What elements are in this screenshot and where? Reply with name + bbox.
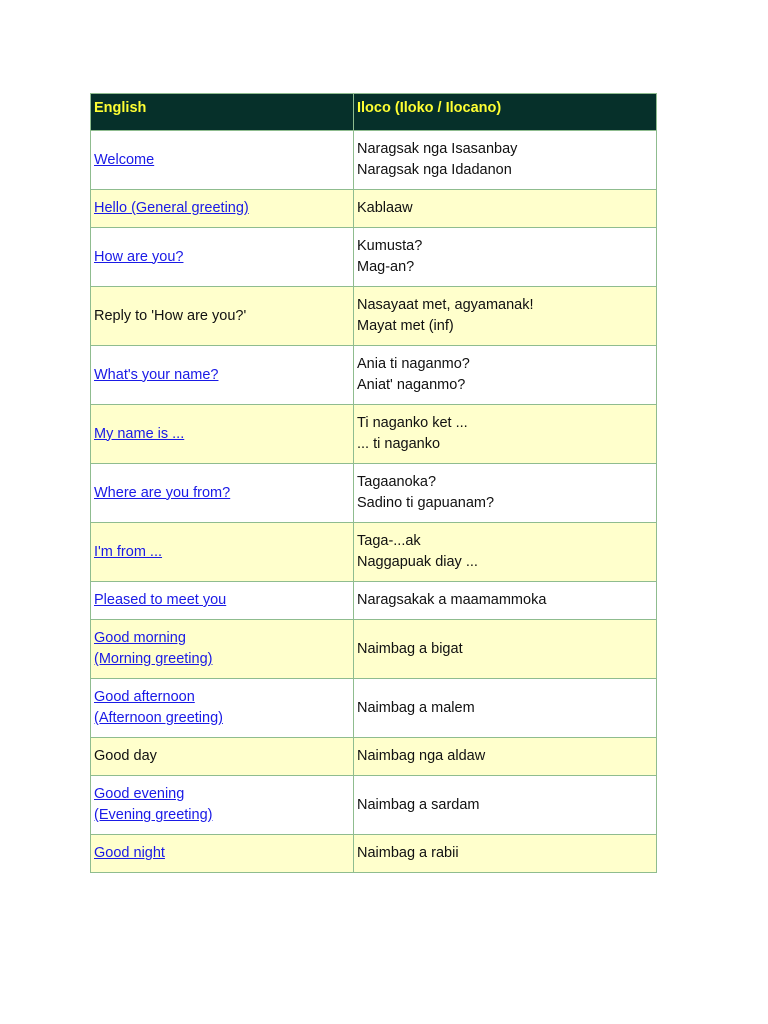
header-english: English <box>91 94 354 131</box>
iloco-phrase-line: Naggapuak diay ... <box>357 554 478 570</box>
english-cell <box>91 287 354 346</box>
iloco-cell <box>354 776 657 835</box>
english-cell <box>91 835 354 873</box>
english-phrase-line[interactable]: (Evening greeting) <box>94 807 213 823</box>
english-phrase-line[interactable]: Good evening <box>94 786 185 802</box>
english-cell <box>91 776 354 835</box>
english-phrase-line[interactable]: Pleased to meet you <box>94 592 227 608</box>
english-phrase-link[interactable] <box>94 247 350 268</box>
english-cell <box>91 228 354 287</box>
iloco-phrase-line: Naimbag a sardam <box>357 796 480 813</box>
iloco-phrase-line: Nasayaat met, agyamanak! <box>357 297 534 313</box>
iloco-phrase-line: Naimbag nga aldaw <box>357 748 486 764</box>
iloco-phrase-line: Naimbag a bigat <box>357 640 463 657</box>
iloco-phrase-line: Kablaaw <box>357 200 413 216</box>
table-row <box>91 582 657 620</box>
phrase-rows <box>91 131 657 873</box>
english-cell <box>91 464 354 523</box>
iloco-cell <box>354 131 657 190</box>
iloco-cell <box>354 582 657 620</box>
english-phrase-link[interactable] <box>94 198 350 219</box>
english-phrase-line[interactable]: Where are you from? <box>94 484 231 501</box>
english-cell <box>91 679 354 738</box>
english-phrase-link[interactable] <box>94 150 350 171</box>
english-phrase-line[interactable]: Welcome <box>94 151 155 168</box>
english-phrase-line[interactable]: (Afternoon greeting) <box>94 710 223 726</box>
iloco-phrase-line: Ania ti naganmo? <box>357 356 470 372</box>
table-row <box>91 131 657 190</box>
iloco-phrase-line: Taga-...ak <box>357 533 421 549</box>
iloco-phrase-line: Tagaanoka? <box>357 474 437 490</box>
iloco-phrase-line: Naragsak nga Idadanon <box>357 162 512 178</box>
table-row <box>91 776 657 835</box>
english-cell <box>91 190 354 228</box>
iloco-cell <box>354 620 657 679</box>
table-row <box>91 738 657 776</box>
english-cell <box>91 523 354 582</box>
english-phrase-line[interactable]: Good afternoon <box>94 689 195 705</box>
english-phrase-line[interactable]: Good night <box>94 845 165 861</box>
english-phrase-line: Good day <box>94 748 157 764</box>
english-phrase-text <box>94 306 350 327</box>
iloco-phrase-line: Ti naganko ket ... <box>357 415 468 431</box>
table-row <box>91 287 657 346</box>
english-phrase-line[interactable]: Hello (General greeting) <box>94 200 249 216</box>
iloco-cell <box>354 405 657 464</box>
iloco-cell <box>354 835 657 873</box>
iloco-cell <box>354 346 657 405</box>
table-row <box>91 679 657 738</box>
table-row <box>91 405 657 464</box>
english-phrase-link[interactable] <box>94 590 350 611</box>
english-cell <box>91 131 354 190</box>
english-phrase-text <box>94 746 350 767</box>
iloco-phrase-line: Mag-an? <box>357 259 415 275</box>
table-row <box>91 523 657 582</box>
english-cell <box>91 620 354 679</box>
english-cell <box>91 346 354 405</box>
table-row <box>91 835 657 873</box>
header-row <box>91 94 657 131</box>
english-phrase-line[interactable]: My name is ... <box>94 425 185 442</box>
phrase-table <box>90 93 657 873</box>
table-row <box>91 190 657 228</box>
table-row <box>91 228 657 287</box>
iloco-cell <box>354 523 657 582</box>
header-iloco: Iloco (Iloko / Ilocano) <box>354 94 657 131</box>
english-phrase-link[interactable] <box>94 687 350 729</box>
iloco-phrase-line: Naimbag a rabii <box>357 845 459 861</box>
english-phrase-link[interactable] <box>94 628 350 670</box>
iloco-phrase-line: Kumusta? <box>357 238 423 254</box>
english-cell <box>91 405 354 464</box>
iloco-phrase-line: ... ti naganko <box>357 436 441 452</box>
english-phrase-line[interactable]: Good morning <box>94 630 186 646</box>
english-phrase-link[interactable] <box>94 784 350 826</box>
table-row <box>91 346 657 405</box>
english-phrase-link[interactable] <box>94 542 350 563</box>
english-phrase-line: Reply to 'How are you?' <box>94 307 247 324</box>
iloco-cell <box>354 190 657 228</box>
english-cell <box>91 582 354 620</box>
english-phrase-line[interactable]: I'm from ... <box>94 543 163 560</box>
iloco-phrase-line: Naimbag a malem <box>357 699 475 716</box>
iloco-cell <box>354 679 657 738</box>
english-phrase-link[interactable] <box>94 424 350 445</box>
iloco-phrase-line: Naragsak nga Isasanbay <box>357 141 518 157</box>
iloco-cell <box>354 228 657 287</box>
iloco-phrase-line: Naragsakak a maamammoka <box>357 592 547 608</box>
table-row <box>91 464 657 523</box>
iloco-cell <box>354 287 657 346</box>
iloco-phrase-line: Sadino ti gapuanam? <box>357 495 495 511</box>
english-phrase-link[interactable] <box>94 843 350 864</box>
english-phrase-link[interactable] <box>94 483 350 504</box>
english-phrase-link[interactable] <box>94 365 350 386</box>
english-cell <box>91 738 354 776</box>
iloco-cell <box>354 738 657 776</box>
iloco-cell <box>354 464 657 523</box>
english-phrase-line[interactable]: What's your name? <box>94 366 219 383</box>
english-phrase-line[interactable]: How are you? <box>94 248 184 265</box>
table-row <box>91 620 657 679</box>
english-phrase-line[interactable]: (Morning greeting) <box>94 651 213 667</box>
iloco-phrase-line: Aniat' naganmo? <box>357 377 466 393</box>
iloco-phrase-line: Mayat met (inf) <box>357 318 454 334</box>
